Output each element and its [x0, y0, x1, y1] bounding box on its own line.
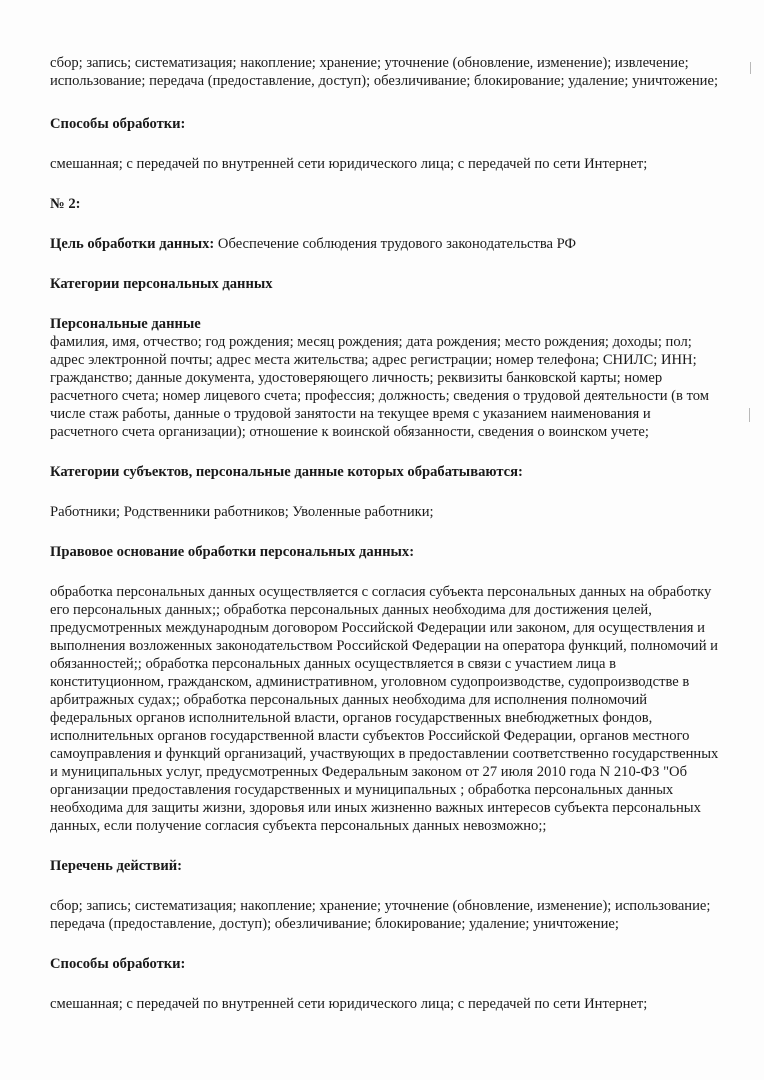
purpose-value: Обеспечение соблюдения трудового законодательства РФ: [214, 236, 577, 252]
legal-basis-text: обработка персональных данных осуществляется с согласия субъекта персональных данных на обработку его персональных данных;; обработка персональных данных необходима для достижения целей, предусмотренных международным договором Российской Федерации или законом, для осуществления и выполнения возложенных законодательством Российской Федерации на оператора функций, полномочий и обязанностей;; обработка персональных данных осуществляется в связи с участием лица в конституционном, гражданском, административном, уголовном судопроизводстве, судопроизводстве в арбитражных судах;; обработка персональных данных необходима для исполнения полномочий федеральных органов исполнительной власти, органов государственных внебюджетных фондов, исполнительных органов государственной власти субъектов Российской Федерации, органов местного самоуправления и функций организаций, участвующих в предоставлении соответственно государственных и муниципальных услуг, предусмотренных Федеральным законом от 27 июля 2010 года N 210-ФЗ "Об организации предоставления государственных и муниципальных ; обработка персональных данных необходима для защиты жизни, здоровья или иных жизненно важных интересов субъекта персональных данных, если получение согласия субъекта персональных данных невозможно;;: [50, 584, 719, 834]
methods-heading: Способы обработки:: [50, 956, 186, 972]
purpose-label: Цель обработки данных:: [50, 236, 215, 252]
methods-text: смешанная; с передачей по внутренней сети юридического лица; с передачей по сети Интернет;: [50, 996, 648, 1012]
document-body: [50, 54, 722, 1013]
legal-basis-heading: Правовое основание обработки персональных данных:: [50, 544, 415, 560]
data-subjects-text: Работники; Родственники работников; Уволенные работники;: [50, 504, 434, 520]
purpose-line: [50, 235, 722, 253]
actions-text: сбор; запись; систематизация; накопление; хранение; уточнение (обновление, изменение); использование; передача (предоставление, доступ); обезличивание; блокирование; удаление; уничтожение;: [50, 898, 711, 932]
actions-list-text: сбор; запись; систематизация; накопление; хранение; уточнение (обновление, изменение); извлечение; использование; передача (предоставление, доступ); обезличивание; блокирование; удаление; уничтожение;: [50, 55, 719, 89]
actions-heading: Перечень действий:: [50, 858, 183, 874]
processing-methods-text: смешанная; с передачей по внутренней сети юридического лица; с передачей по сети Интернет;: [50, 156, 648, 172]
personal-data-text: фамилия, имя, отчество; год рождения; месяц рождения; дата рождения; место рождения; доходы; пол; адрес электронной почты; адрес места жительства; адрес регистрации; номер телефона; СНИЛС; ИНН; гражданство; данные документа, удостоверяющего личность; реквизиты банковской карты; номер расчетного счета; номер лицевого счета; профессия; должность; сведения о трудовой деятельности (в том числе стаж работы, данные о трудовой занятости на текущее время с указанием наименования и расчетного счета организации); отношение к воинской обязанности, сведения о воинском учете;: [50, 334, 710, 440]
scan-mark: [749, 408, 750, 422]
processing-methods-heading: Способы обработки:: [50, 116, 186, 132]
scan-mark: [750, 62, 751, 74]
data-subjects-heading: Категории субъектов, персональные данные которых обрабатываются:: [50, 464, 523, 480]
personal-data-heading: Персональные данные: [50, 316, 201, 332]
section-number: № 2:: [50, 196, 81, 212]
data-categories-heading: Категории персональных данных: [50, 276, 273, 292]
